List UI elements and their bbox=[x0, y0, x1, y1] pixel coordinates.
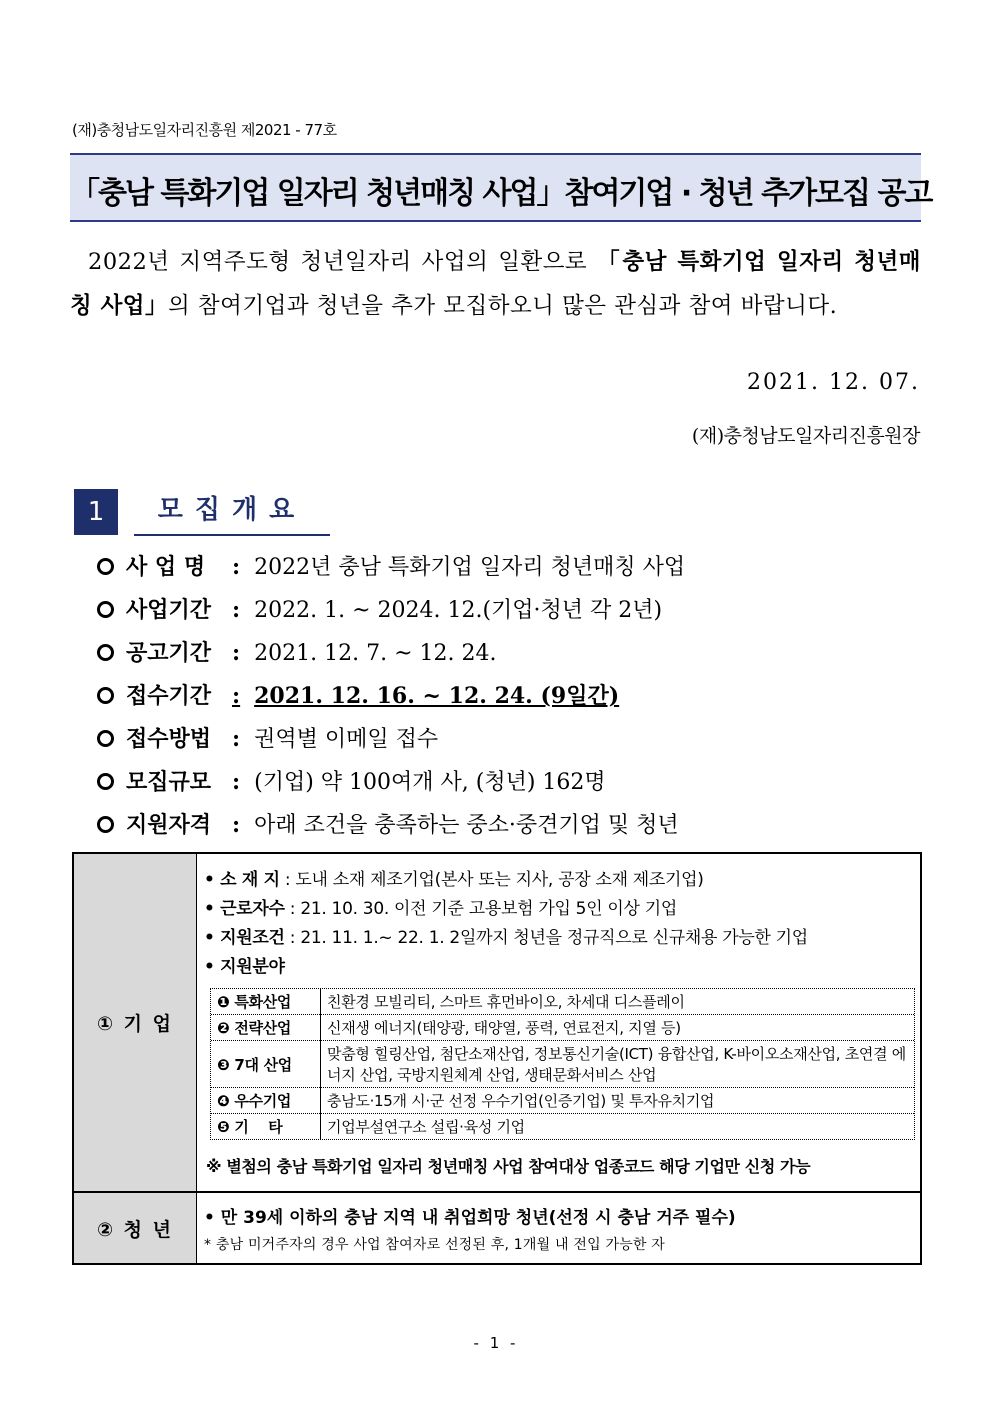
intro-paragraph bbox=[70, 240, 921, 328]
circle-bullet-icon bbox=[97, 644, 114, 661]
table-row: ❸ 7대 산업 맞춤형 힐링산업, 첨단소재산업, 정보통신기술(ICT) 융합산업, K-바이오소재산업, 초연결 에너지 산업, 국방지원체계 산업, 생태문화서비스 산업 bbox=[211, 1041, 914, 1088]
announcement-date: 2021. 12. 07. bbox=[747, 370, 920, 395]
overview-item-notice-period: 공고기간 : 2021. 12. 7. ~ 12. 24. bbox=[97, 636, 496, 667]
overview-item-eligibility: 지원자격 : 아래 조건을 충족하는 중소·중견기업 및 청년 bbox=[97, 808, 679, 839]
circle-bullet-icon bbox=[97, 773, 114, 790]
youth-header: ② 청 년 bbox=[74, 1193, 197, 1263]
youth-eligibility-line: • 만 39세 이하의 충남 지역 내 취업희망 청년(선정 시 충남 거주 필수) bbox=[204, 1208, 736, 1228]
overview-item-project-period: 사업기간 : 2022. 1. ~ 2024. 12.(기업·청년 각 2년) bbox=[97, 593, 662, 624]
overview-item-application-method: 접수방법 : 권역별 이메일 접수 bbox=[97, 722, 438, 753]
company-condition-line: • 지원조건 : 21. 11. 1.~ 22. 1. 2일까지 청년을 정규직으로 신규채용 가능한 기업 bbox=[204, 928, 808, 948]
intro-project-name: 「충남 특화기업 일자리 청년매칭 사업」 bbox=[70, 249, 921, 319]
eligibility-table bbox=[72, 852, 922, 1265]
issuer-name: (재)충청남도일자리진흥원장 bbox=[691, 425, 920, 447]
youth-row bbox=[74, 1193, 920, 1263]
intro-text-1: 2022년 지역주도형 청년일자리 사업의 일환으로 bbox=[88, 249, 598, 275]
industry-code-note: ※ 별첨의 충남 특화기업 일자리 청년매칭 사업 참여대상 업종코드 해당 기업만 신청 가능 bbox=[206, 1157, 811, 1176]
section-title: 모집개요 bbox=[134, 488, 330, 536]
company-fields-line: • 지원분야 bbox=[204, 957, 285, 977]
intro-text-2: 의 참여기업과 청년을 추가 모집하오니 많은 관심과 참여 바랍니다. bbox=[168, 293, 838, 319]
page-number: - 1 - bbox=[473, 1334, 519, 1352]
circle-bullet-icon bbox=[97, 687, 114, 704]
table-row: ❷ 전략산업 신재생 에너지(태양광, 태양열, 풍력, 연료전지, 지열 등) bbox=[211, 1015, 914, 1041]
company-conditions bbox=[204, 866, 916, 982]
overview-item-project-name: 사 업 명 : 2022년 충남 특화기업 일자리 청년매칭 사업 bbox=[97, 550, 685, 581]
youth-residency-note: * 충남 미거주자의 경우 사업 참여자로 선정된 후, 1개월 내 전입 가능한 자 bbox=[204, 1237, 666, 1253]
company-row bbox=[74, 854, 920, 1193]
company-header: ① 기 업 bbox=[74, 854, 197, 1191]
overview-item-recruit-scale: 모집규모 : (기업) 약 100여개 사, (청년) 162명 bbox=[97, 765, 606, 796]
circle-bullet-icon bbox=[97, 601, 114, 618]
document-number: (재)충청남도일자리진흥원 제2021 - 77호 bbox=[72, 121, 337, 139]
circle-bullet-icon bbox=[97, 816, 114, 833]
title-banner bbox=[70, 153, 932, 222]
circle-bullet-icon bbox=[97, 558, 114, 575]
table-row: ❹ 우수기업 충남도·15개 시·군 선정 우수기업(인증기업) 및 투자유치기업 bbox=[211, 1088, 914, 1114]
table-row: ❺ 기 타 기업부설연구소 설립·육성 기업 bbox=[211, 1114, 914, 1140]
table-row: ❶ 특화산업 친환경 모빌리티, 스마트 휴먼바이오, 차세대 디스플레이 bbox=[211, 989, 914, 1015]
company-location-line: • 소 재 지 : 도내 소재 제조기업(본사 또는 지사, 공장 소재 제조기업) bbox=[204, 870, 704, 890]
support-fields-table bbox=[210, 988, 915, 1140]
youth-conditions bbox=[204, 1203, 916, 1254]
company-employees-line: • 근로자수 : 21. 10. 30. 이전 기준 고용보험 가입 5인 이상 기업 bbox=[204, 899, 678, 919]
overview-item-application-period: 접수기간 : 2021. 12. 16. ~ 12. 24. (9일간) bbox=[97, 679, 619, 710]
circle-bullet-icon bbox=[97, 730, 114, 747]
section-number: 1 bbox=[74, 489, 118, 535]
page-title: 「충남 특화기업 일자리 청년매칭 사업」참여기업 · 청년 추가모집 공고 bbox=[70, 176, 932, 211]
